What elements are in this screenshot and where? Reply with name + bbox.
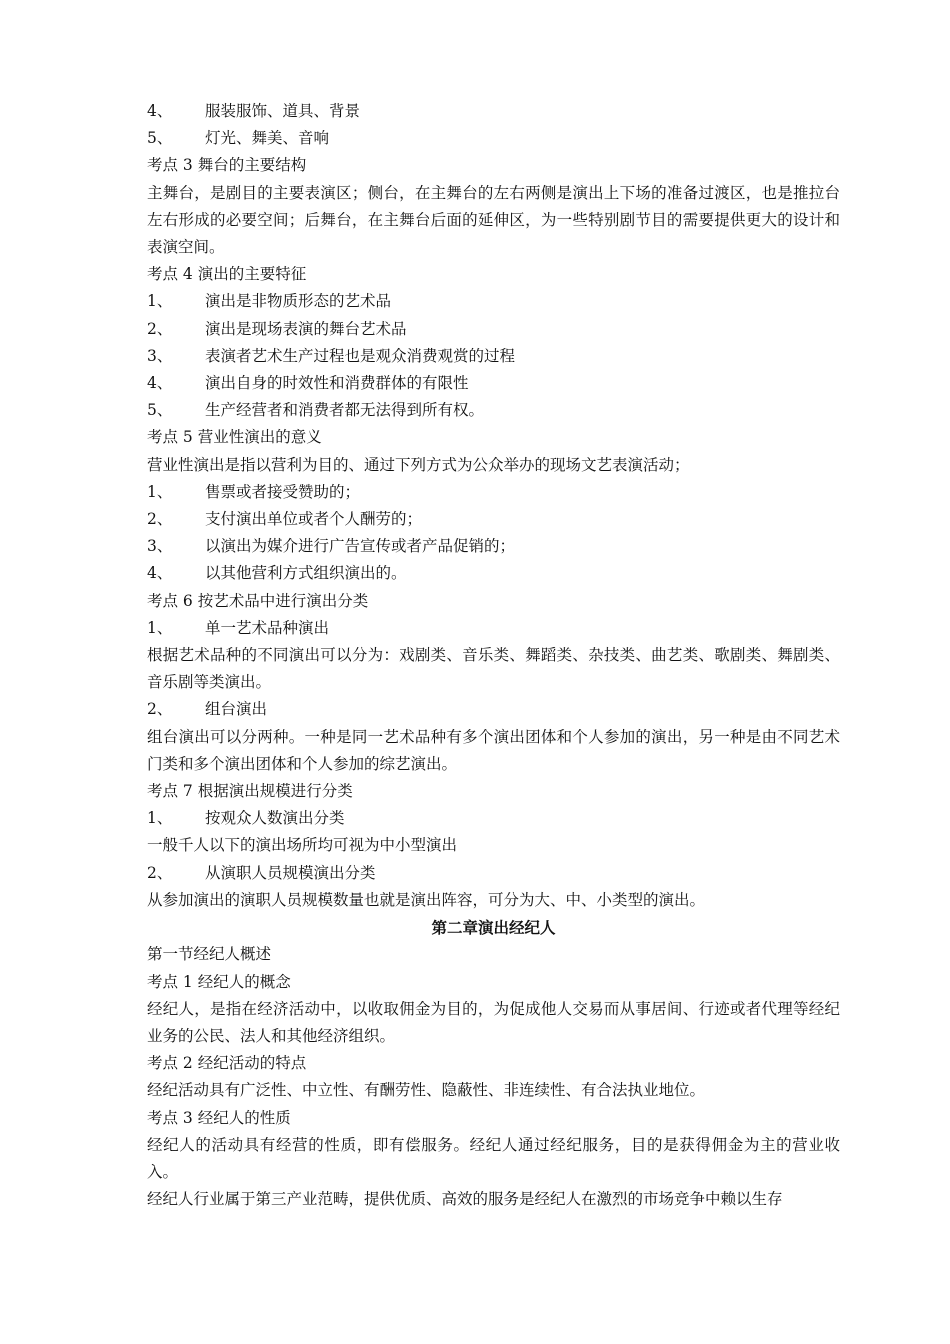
section-heading: 考点 1 经纪人的概念	[147, 972, 291, 991]
list-item-text: 从演职人员规模演出分类	[205, 863, 376, 882]
list-item-number: 2、	[147, 700, 173, 719]
list-item-number: 2、	[147, 510, 173, 529]
list-item-text: 灯光、舞美、音响	[205, 129, 330, 148]
list-item-text: 组台演出	[205, 700, 268, 719]
list-item-number: 3、	[147, 537, 173, 556]
section-heading: 考点 3 经纪人的性质	[147, 1108, 291, 1127]
list-item	[147, 370, 840, 397]
list-item-text: 服装服饰、道具、背景	[205, 102, 361, 120]
list-item-text: 以演出为媒介进行广告宣传或者产品促销的；	[205, 537, 516, 556]
list-item	[147, 533, 840, 560]
list-item-text: 单一艺术品种演出	[205, 618, 330, 637]
section-heading: 考点 2 经纪活动的特点	[147, 1054, 307, 1073]
list-item-number: 5、	[147, 401, 173, 420]
list-item	[147, 615, 840, 642]
paragraph: 经纪人，是指在经济活动中，以收取佣金为目的，为促成他人交易而从事居间、行迹或者代理等经纪业务的公民、法人和其他经济组织。	[147, 999, 840, 1045]
list-item	[147, 316, 840, 343]
paragraph: 一般千人以下的演出场所均可视为中小型演出	[147, 836, 458, 855]
chapter-heading: 第二章演出经纪人	[431, 918, 556, 938]
list-item	[147, 288, 840, 315]
list-item	[147, 98, 840, 125]
section-heading: 考点 5 营业性演出的意义	[147, 428, 322, 447]
section-heading: 考点 3 舞台的主要结构	[147, 156, 307, 175]
list-item	[147, 560, 840, 587]
paragraph: 经纪人行业属于第三产业范畴，提供优质、高效的服务是经纪人在激烈的市场竞争中赖以生存	[147, 1190, 783, 1209]
section-heading: 考点 6 按艺术品中进行演出分类	[147, 591, 369, 610]
list-item	[147, 696, 840, 723]
list-item-text: 表演者艺术生产过程也是观众消费观赏的过程	[205, 346, 516, 365]
paragraph: 经纪人的活动具有经营的性质，即有偿服务。经纪人通过经纪服务，目的是获得佣金为主的营业收入。	[147, 1135, 840, 1181]
list-item	[147, 805, 840, 832]
paragraph: 组台演出可以分两种。一种是同一艺术品种有多个演出团体和个人参加的演出，另一种是由不同艺术门类和多个演出团体和个人参加的综艺演出。	[147, 727, 840, 773]
list-item-text: 售票或者接受赞助的；	[205, 482, 361, 501]
list-item-text: 演出自身的时效性和消费群体的有限性	[205, 374, 469, 393]
list-item-number: 1、	[147, 482, 173, 501]
paragraph: 经纪活动具有广泛性、中立性、有酬劳性、隐蔽性、非连续性、有合法执业地位。	[147, 1081, 706, 1100]
list-item-text: 演出是非物质形态的艺术品	[205, 292, 392, 311]
list-item-number: 1、	[147, 618, 173, 637]
list-item-number: 2、	[147, 863, 173, 882]
list-item-text: 支付演出单位或者个人酬劳的；	[205, 510, 423, 529]
paragraph: 主舞台，是剧目的主要表演区；侧台，在主舞台的左右两侧是演出上下场的准备过渡区，也是推拉台左右形成的必要空间；后舞台，在主舞台后面的延伸区，为一些特别剧节目的需要提供更大的设计和表演空间。	[147, 183, 840, 257]
document-page	[147, 98, 840, 1213]
list-item-number: 2、	[147, 319, 173, 338]
list-item-number: 1、	[147, 809, 173, 828]
list-item	[147, 397, 840, 424]
section-heading: 第一节经纪人概述	[147, 945, 272, 964]
list-item-number: 5、	[147, 129, 173, 148]
paragraph: 根据艺术品种的不同演出可以分为：戏剧类、音乐类、舞蹈类、杂技类、曲艺类、歌剧类、舞剧类、音乐剧等类演出。	[147, 646, 840, 692]
list-item-number: 1、	[147, 292, 173, 311]
list-item-number: 4、	[147, 102, 173, 120]
list-item-text: 演出是现场表演的舞台艺术品	[205, 319, 407, 338]
list-item-text: 按观众人数演出分类	[205, 809, 345, 828]
list-item-number: 4、	[147, 564, 173, 583]
list-item	[147, 506, 840, 533]
list-item	[147, 860, 840, 887]
list-item-text: 生产经营者和消费者都无法得到所有权。	[205, 401, 485, 420]
paragraph: 营业性演出是指以营利为目的、通过下列方式为公众举办的现场文艺表演活动；	[147, 455, 690, 474]
paragraph: 从参加演出的演职人员规模数量也就是演出阵容，可分为大、中、小类型的演出。	[147, 890, 706, 909]
section-heading: 考点 4 演出的主要特征	[147, 265, 307, 284]
list-item	[147, 343, 840, 370]
list-item-number: 3、	[147, 346, 173, 365]
section-heading: 考点 7 根据演出规模进行分类	[147, 782, 353, 801]
list-item-text: 以其他营利方式组织演出的。	[205, 564, 407, 583]
list-item-number: 4、	[147, 374, 173, 393]
list-item	[147, 479, 840, 506]
list-item	[147, 125, 840, 152]
